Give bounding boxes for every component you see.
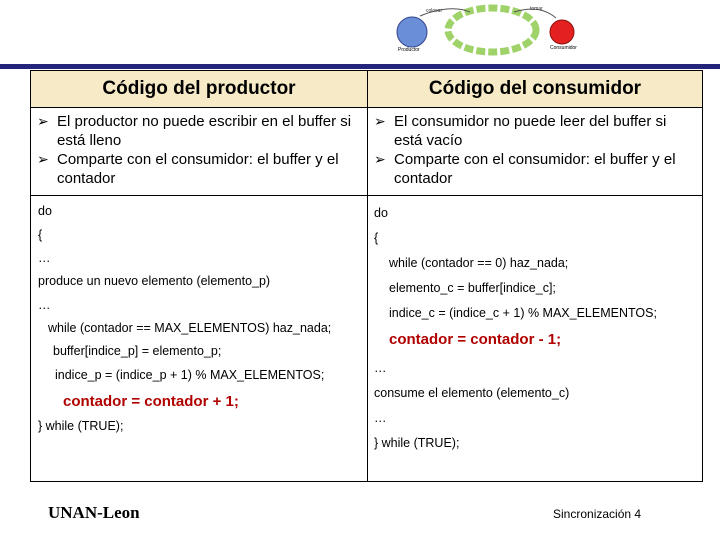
arrow-bullet-icon: ➢ bbox=[374, 113, 386, 129]
code-line: } while (TRUE); bbox=[374, 436, 460, 450]
code-line: { bbox=[374, 231, 379, 245]
diagram-consumer-label: Consumidor bbox=[550, 45, 577, 51]
producer-bullets bbox=[30, 108, 368, 196]
producer-column-header bbox=[30, 70, 368, 108]
code-line: consume el elemento (elemento_c) bbox=[374, 386, 570, 400]
code-line: indice_p = (indice_p + 1) % MAX_ELEMENTOS; bbox=[55, 368, 325, 382]
producer-bullet: ➢ El productor no puede escribir en el buffer si está lleno bbox=[37, 113, 352, 149]
consumer-icon bbox=[550, 20, 574, 44]
arrow-bullet-icon: ➢ bbox=[37, 113, 49, 129]
code-line: while (contador == MAX_ELEMENTOS) haz_nada; bbox=[48, 321, 332, 335]
producer-column-title: Código del productor bbox=[102, 78, 296, 99]
decrement-counter-line: contador = contador - 1; bbox=[389, 331, 562, 348]
consumer-bullet: ➢ Comparte con el consumidor: el buffer y el contador bbox=[374, 151, 676, 187]
consumer-code-block bbox=[367, 196, 703, 482]
code-line: do bbox=[374, 206, 388, 220]
consumer-bullets bbox=[367, 108, 703, 196]
producer-bullet: ➢ Comparte con el consumidor: el buffer y el contador bbox=[37, 151, 339, 187]
diagram-top-right-label: tomar bbox=[530, 6, 543, 12]
code-line: do bbox=[38, 204, 52, 218]
arrow-bullet-icon: ➢ bbox=[37, 151, 49, 167]
code-line: buffer[indice_p] = elemento_p; bbox=[53, 344, 222, 358]
code-line: elemento_c = buffer[indice_c]; bbox=[389, 281, 556, 295]
diagram-top-left-label: colocar bbox=[426, 8, 443, 14]
code-line: indice_c = (indice_c + 1) % MAX_ELEMENTOS; bbox=[389, 306, 657, 320]
producer-code-block bbox=[30, 196, 368, 482]
consumer-column-title: Código del consumidor bbox=[428, 78, 642, 99]
buffer-ring bbox=[448, 8, 536, 52]
increment-counter-line: contador = contador + 1; bbox=[63, 393, 239, 410]
arrow-bullet-icon: ➢ bbox=[374, 151, 386, 167]
code-line: } while (TRUE); bbox=[38, 419, 124, 433]
producer-icon bbox=[397, 17, 427, 47]
diagram-producer-label: Productor bbox=[398, 47, 420, 53]
code-line: … bbox=[38, 298, 51, 312]
code-line: { bbox=[38, 228, 43, 242]
title-accent-line bbox=[0, 64, 720, 69]
slide-footer-label: Sincronización 4 bbox=[553, 507, 642, 521]
consumer-bullet: ➢ El consumidor no puede leer del buffer si está vacío bbox=[374, 113, 667, 149]
consumer-column-header bbox=[367, 70, 703, 108]
code-line: produce un nuevo elemento (elemento_p) bbox=[38, 274, 271, 288]
university-logo-text: UNAN-Leon bbox=[48, 503, 140, 522]
code-line: … bbox=[38, 251, 51, 265]
code-line: … bbox=[374, 361, 387, 375]
code-line: … bbox=[374, 411, 387, 425]
producer-consumer-diagram bbox=[390, 2, 590, 62]
code-line: while (contador == 0) haz_nada; bbox=[389, 256, 569, 270]
